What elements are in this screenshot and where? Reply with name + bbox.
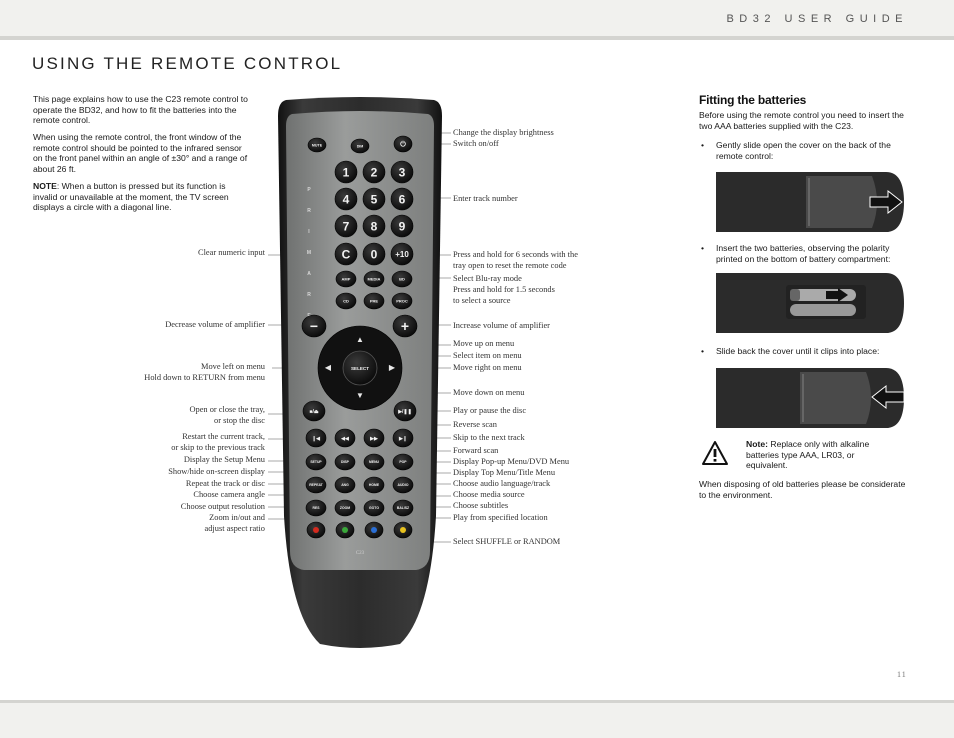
label-open-close-tray: Open or close the tray, or stop the disc — [189, 405, 265, 425]
digit-7-button — [335, 215, 357, 237]
forward-scan-button — [364, 429, 384, 447]
nav-down-button: ▼ — [356, 391, 364, 400]
amp-button — [336, 271, 356, 287]
next-track-button — [393, 429, 413, 447]
home-button — [364, 477, 384, 493]
repeat-button — [306, 477, 326, 493]
side-letter: A — [307, 271, 311, 277]
volume-down-button — [302, 315, 326, 337]
svg-text:7: 7 — [342, 219, 350, 234]
section-title-fitting-batteries: Fitting the batteries — [699, 93, 807, 107]
battery-cover-close-photo — [716, 366, 904, 430]
battery-note-text: Replace only with alkaline batteries type AAA, LR03, or equivalent. — [746, 439, 870, 471]
label-display-brightness: Change the display brightness — [453, 128, 554, 137]
svg-text:◀◀: ◀◀ — [341, 435, 349, 442]
svg-text:MENU: MENU — [369, 460, 379, 465]
side-letter: I — [308, 229, 310, 235]
media-button — [364, 271, 384, 287]
zoom-button — [335, 500, 355, 516]
power-button — [394, 136, 412, 152]
res-button — [306, 500, 326, 516]
cd-button — [336, 293, 356, 309]
intro-paragraph-1: This page explains how to use the C23 remote control to operate the BD32, and how to fit the batteries into the remote control. — [33, 94, 248, 126]
svg-text:−: − — [309, 318, 319, 335]
battery-cover-open-photo — [716, 170, 904, 234]
mute-button — [308, 138, 326, 152]
svg-text:+10: +10 — [395, 249, 409, 259]
label-clear-numeric-input: Clear numeric input — [198, 248, 265, 257]
color-button-1 — [307, 522, 325, 538]
svg-text:❙◀: ❙◀ — [311, 435, 321, 442]
plus10-button — [391, 243, 413, 265]
page-number: 11 — [897, 670, 907, 679]
label-select-item: Select item on menu — [453, 351, 522, 360]
svg-text:C: C — [341, 247, 351, 262]
label-audio-language: Choose audio language/track — [453, 479, 551, 488]
page-title: USING THE REMOTE CONTROL — [32, 54, 343, 73]
color-button-2 — [336, 522, 354, 538]
digit-3-button — [391, 161, 413, 183]
battery-insert-photo — [716, 271, 904, 335]
select-button: SELECT — [350, 366, 370, 371]
svg-text:3: 3 — [398, 165, 406, 180]
svg-text:RES: RES — [312, 506, 320, 511]
label-restart-previous: Restart the current track, or skip to the previous track — [171, 432, 265, 452]
nav-left-button: ◀ — [324, 363, 332, 372]
svg-text:+: + — [400, 318, 410, 335]
remote-model-label: C23 — [355, 551, 365, 556]
label-setup-menu: Display the Setup Menu — [183, 455, 265, 464]
svg-text:HOME: HOME — [368, 483, 380, 488]
svg-text:▶❙: ▶❙ — [398, 435, 408, 442]
menu-button — [364, 454, 384, 470]
subtitle-button — [393, 500, 413, 516]
svg-text:1: 1 — [342, 165, 350, 180]
reverse-scan-button — [335, 429, 355, 447]
volume-up-button — [393, 315, 417, 337]
intro-paragraph-2: When using the remote control, the front window of the remote control should be pointed to the infrared sensor on the front panel within an angle of ±30° and a range of about 26 ft. — [33, 132, 248, 174]
svg-text:6: 6 — [398, 192, 406, 207]
label-play-pause: Play or pause the disc — [453, 406, 527, 415]
label-move-up: Move up on menu — [453, 339, 515, 348]
disp-button — [335, 454, 355, 470]
svg-text:GOTO: GOTO — [369, 506, 379, 511]
digit-4-button — [335, 188, 357, 210]
svg-text:5: 5 — [370, 192, 378, 207]
battery-disposal-text: When disposing of old batteries please be considerate to the environment. — [699, 479, 906, 500]
svg-text:▶▶: ▶▶ — [370, 435, 378, 442]
footer-band — [0, 703, 954, 738]
svg-text:AMP: AMP — [341, 276, 351, 282]
label-next-track: Skip to the next track — [453, 433, 525, 442]
svg-text:AUDIO: AUDIO — [397, 483, 409, 488]
label-subtitles: Choose subtitles — [453, 501, 509, 510]
dim-button — [351, 139, 369, 153]
battery-note-label: Note: — [746, 439, 768, 449]
pop-button — [393, 454, 413, 470]
proc-button — [392, 293, 412, 309]
side-letter: R — [307, 208, 311, 214]
label-increase-volume: Increase volume of amplifier — [453, 321, 550, 330]
note-label: NOTE — [33, 181, 57, 191]
svg-text:PROC: PROC — [396, 298, 408, 304]
goto-button — [364, 500, 384, 516]
nav-up-button: ▲ — [356, 335, 364, 344]
svg-text:BD: BD — [399, 276, 405, 282]
warning-icon — [701, 440, 729, 466]
clear-button — [335, 243, 357, 265]
label-bluray-mode: Select Blu-ray mode Press and hold for 1.5 seconds to select a source — [453, 274, 555, 305]
label-enter-track-number: Enter track number — [453, 194, 518, 203]
svg-text:PRE: PRE — [369, 298, 379, 304]
ang-button — [335, 477, 355, 493]
svg-text:MEDIA: MEDIA — [367, 276, 381, 282]
bd-button — [392, 271, 412, 287]
label-forward-scan: Forward scan — [453, 446, 499, 455]
svg-text:4: 4 — [342, 192, 350, 207]
svg-text:0: 0 — [370, 247, 378, 262]
svg-text:REPEAT: REPEAT — [309, 483, 323, 488]
digit-1-button — [335, 161, 357, 183]
svg-text:BAL/SZ: BAL/SZ — [396, 506, 410, 511]
svg-text:ZOOM: ZOOM — [339, 506, 351, 511]
label-goto: Play from specified location — [453, 513, 548, 522]
svg-text:⏻: ⏻ — [400, 141, 406, 149]
side-letter: P — [307, 187, 311, 193]
note-text: : When a button is pressed but its function is invalid or unavailable at the moment, the TV screen displays a circle with a diagonal line. — [33, 181, 229, 213]
svg-text:2: 2 — [370, 165, 378, 180]
label-move-right: Move right on menu — [453, 363, 522, 372]
battery-note — [746, 439, 896, 471]
label-repeat: Repeat the track or disc — [185, 479, 265, 488]
svg-text:MUTE: MUTE — [311, 143, 323, 148]
svg-text:CD: CD — [343, 298, 349, 304]
label-shuffle-random: Select SHUFFLE or RANDOM — [453, 537, 561, 546]
svg-text:SETUP: SETUP — [310, 460, 322, 465]
digit-2-button — [363, 161, 385, 183]
label-media-source: Choose media source — [453, 490, 525, 499]
label-decrease-volume: Decrease volume of amplifier — [165, 320, 265, 329]
label-reverse-scan: Reverse scan — [453, 420, 497, 429]
audio-button — [393, 477, 413, 493]
eject-stop-button — [303, 401, 325, 421]
previous-track-button — [306, 429, 326, 447]
label-move-down: Move down on menu — [453, 388, 525, 397]
play-pause-button — [394, 401, 416, 421]
batteries-intro: Before using the remote control you need to insert the two AAA batteries supplied with the C23. — [699, 110, 904, 131]
label-move-left: Move left on menu Hold down to RETURN from menu — [144, 362, 265, 382]
svg-text:8: 8 — [370, 219, 378, 234]
label-power: Switch on/off — [453, 139, 499, 148]
label-popup-menu: Display Pop-up Menu/DVD Menu — [453, 457, 570, 466]
svg-text:DIM: DIM — [356, 144, 364, 149]
label-on-screen-display: Show/hide on-screen display — [168, 467, 265, 476]
nav-right-button: ▶ — [388, 363, 396, 372]
label-camera-angle: Choose camera angle — [193, 490, 265, 499]
digit-8-button — [363, 215, 385, 237]
label-zoom: Zoom in/out and adjust aspect ratio — [204, 513, 265, 533]
side-letter: M — [306, 250, 312, 256]
digit-5-button — [363, 188, 385, 210]
digit-9-button — [391, 215, 413, 237]
svg-text:■/⏏: ■/⏏ — [309, 408, 319, 415]
digit-6-button — [391, 188, 413, 210]
pre-button — [364, 293, 384, 309]
remote-control-illustration — [276, 96, 444, 648]
label-output-resolution: Choose output resolution — [180, 502, 265, 511]
label-reset-remote-code: Press and hold for 6 seconds with the tray open to reset the remote code — [453, 250, 578, 270]
svg-text:ANG: ANG — [341, 483, 349, 488]
label-top-menu: Display Top Menu/Title Menu — [453, 468, 556, 477]
side-letter: R — [307, 292, 311, 298]
zero-button — [363, 243, 385, 265]
color-button-4 — [394, 522, 412, 538]
svg-text:▶/❚❚: ▶/❚❚ — [398, 408, 412, 415]
running-header: BD32 USER GUIDE — [726, 13, 908, 25]
svg-text:9: 9 — [398, 219, 406, 234]
svg-text:DISP: DISP — [341, 460, 349, 465]
svg-text:POP: POP — [399, 460, 407, 465]
color-button-3 — [365, 522, 383, 538]
setup-button — [306, 454, 326, 470]
